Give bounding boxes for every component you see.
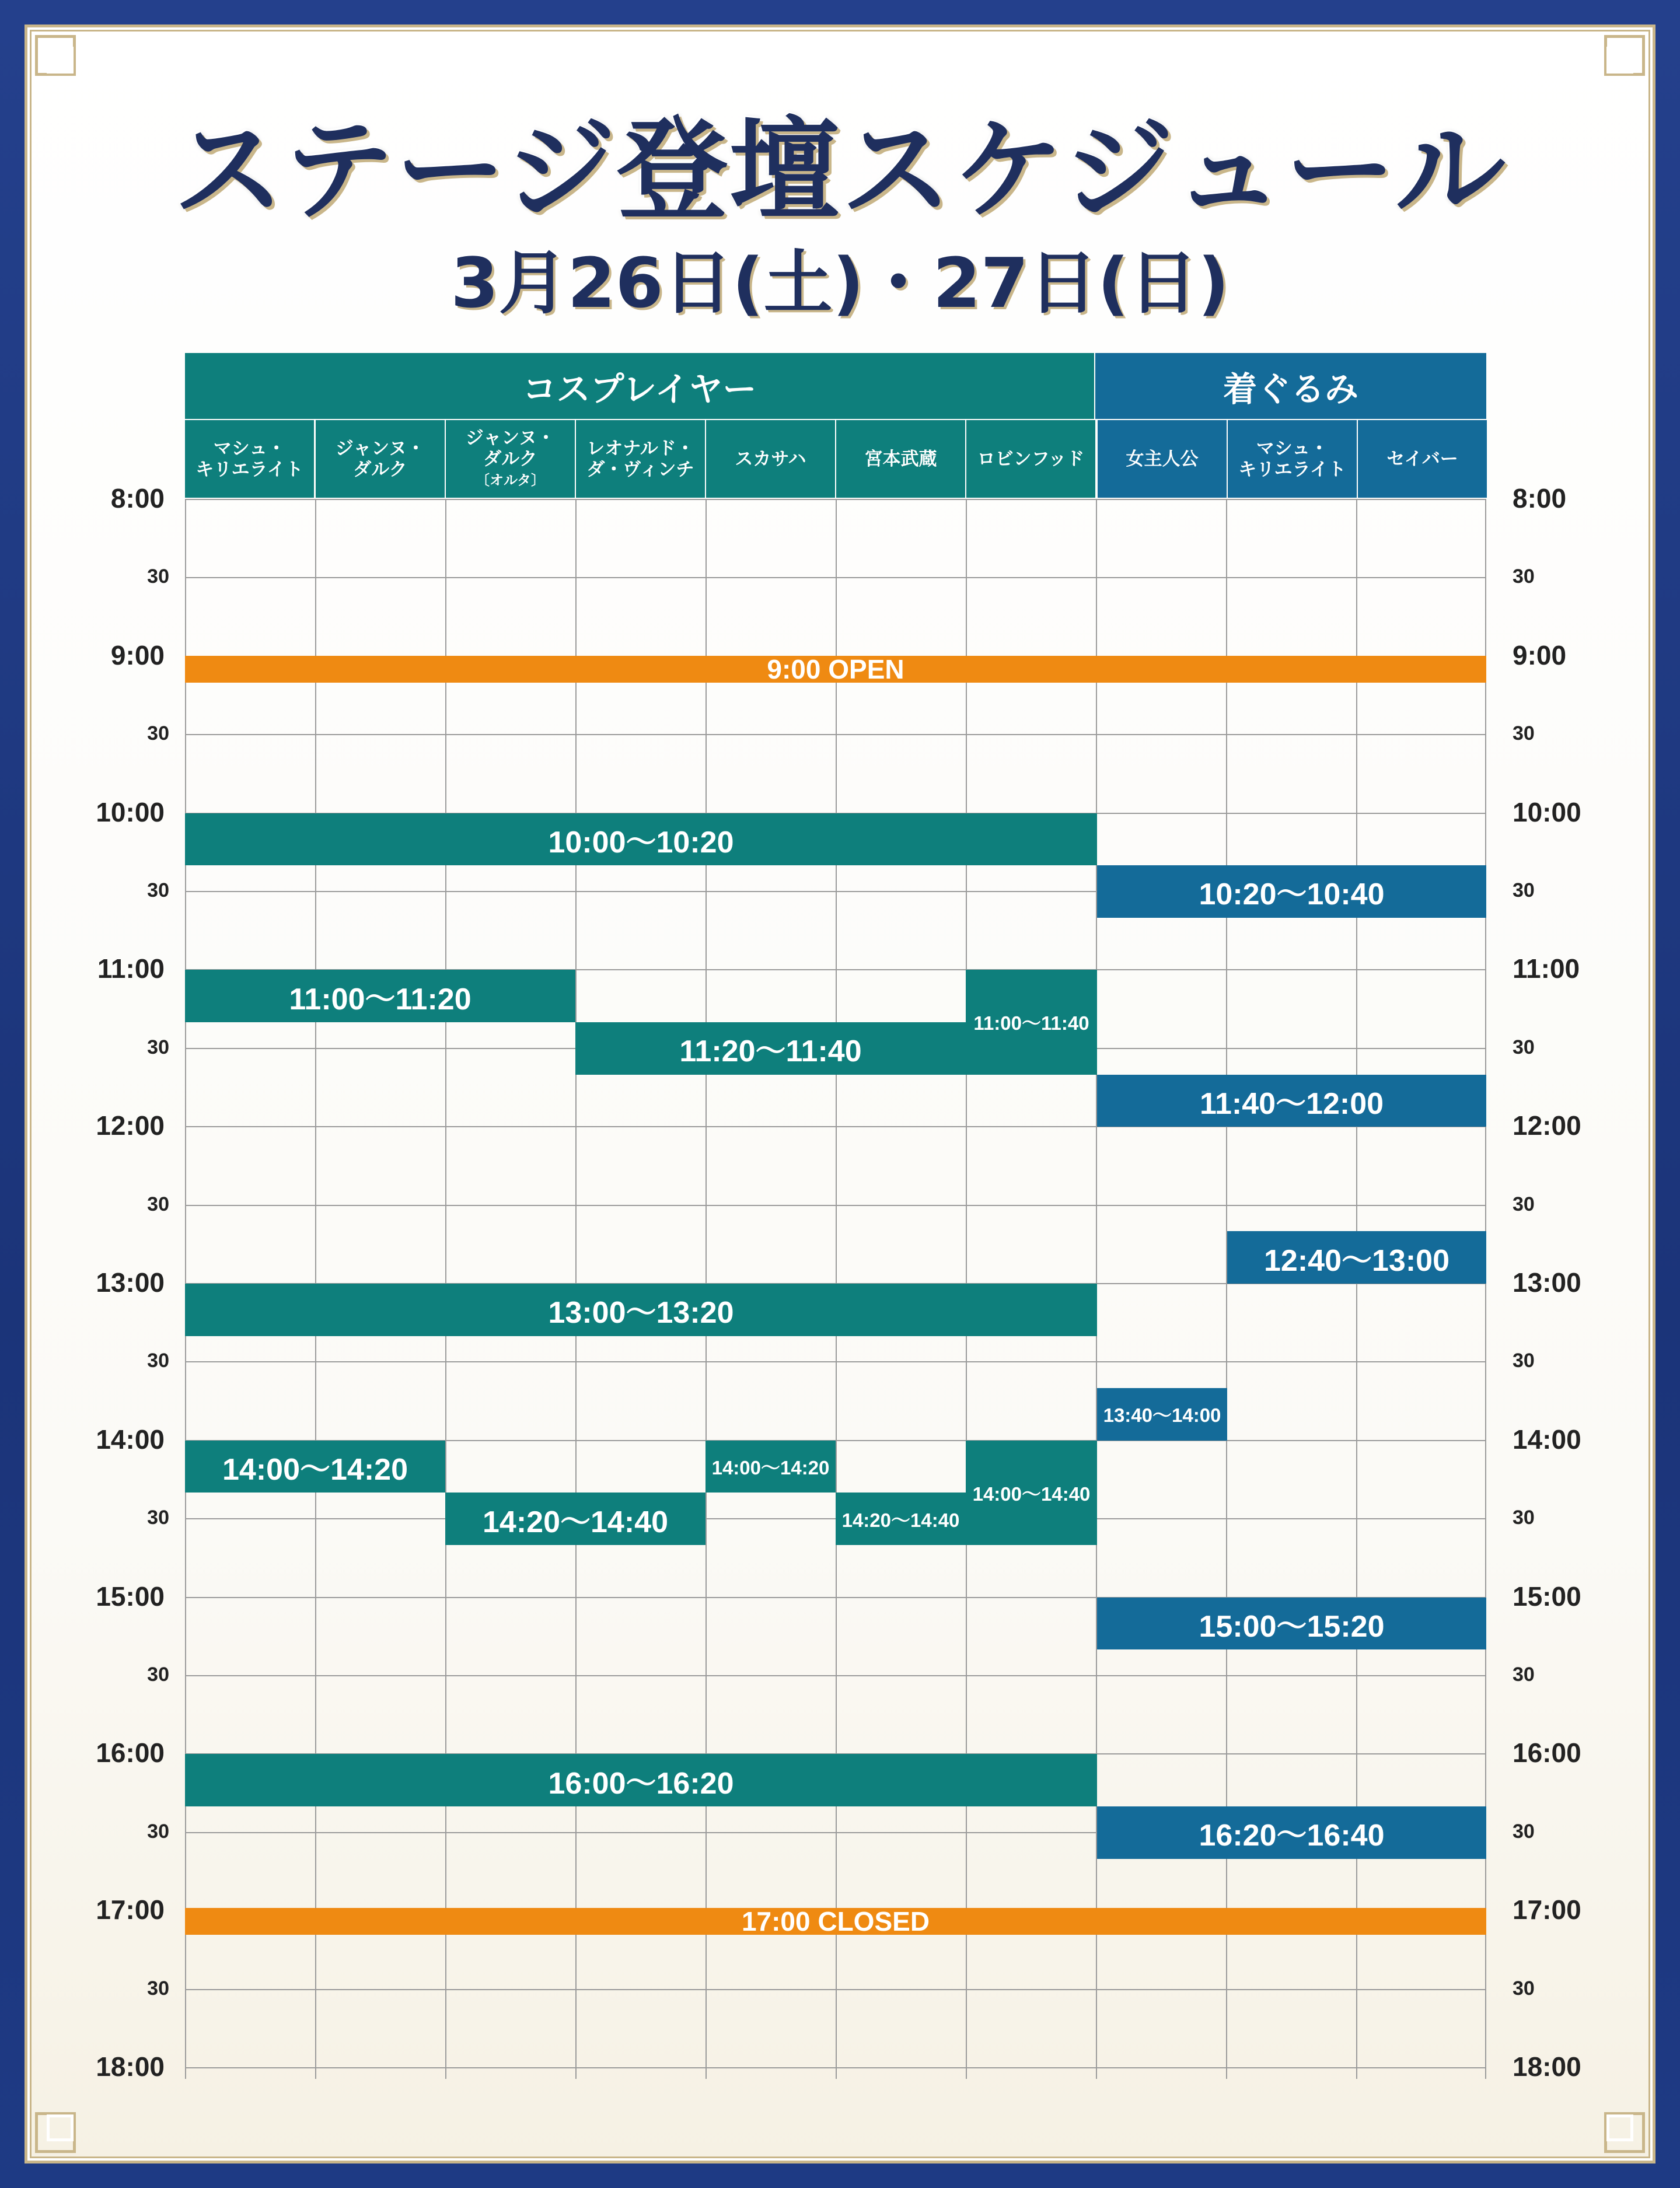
column-header-label: レオナルド・ ダ・ヴィンチ <box>586 438 694 480</box>
time-label-right: 10:00 <box>1513 796 1581 827</box>
column-header <box>836 420 965 498</box>
time-label-right: 9:00 <box>1513 639 1567 670</box>
column-header-label: 宮本武蔵 <box>864 448 937 470</box>
corner-ornament <box>27 2097 91 2161</box>
column-header-label: スカサハ <box>735 448 806 470</box>
schedule-block: 11:00〜11:40 <box>966 970 1097 1074</box>
time-label-left: 17:00 <box>96 1895 165 1925</box>
time-label-left: 11:00 <box>97 953 165 984</box>
time-label-right: 30 <box>1513 1193 1535 1215</box>
schedule-block: 12:40〜13:00 <box>1227 1231 1486 1284</box>
time-label-left: 18:00 <box>96 2051 165 2082</box>
schedule-block: 14:00〜14:20 <box>705 1441 836 1493</box>
time-label-right: 11:00 <box>1513 953 1580 984</box>
time-label-right: 16:00 <box>1513 1738 1581 1768</box>
column-header <box>576 420 705 498</box>
time-label-left: 10:00 <box>96 796 165 827</box>
time-label-right: 30 <box>1513 1663 1535 1686</box>
schedule-block: 10:00〜10:20 <box>185 813 1097 866</box>
column-header-label: ロビンフッド <box>977 448 1085 470</box>
time-label-right: 30 <box>1513 565 1535 588</box>
time-label-right: 15:00 <box>1513 1581 1581 1612</box>
time-label-left: 30 <box>147 879 169 901</box>
time-label-left: 16:00 <box>96 1738 165 1768</box>
time-label-right: 13:00 <box>1513 1267 1581 1298</box>
column-header-label: 女主人公 <box>1126 448 1199 470</box>
grid-row-line <box>185 734 1486 735</box>
schedule-block: 15:00〜15:20 <box>1097 1598 1486 1650</box>
open-bar: 9:00 OPEN <box>185 656 1486 683</box>
time-label-left: 30 <box>147 722 169 745</box>
time-label-left: 30 <box>147 1507 169 1529</box>
column-header <box>1358 420 1487 498</box>
time-label-right: 30 <box>1513 1977 1535 2000</box>
grid-row-line <box>185 1675 1486 1676</box>
time-label-left: 9:00 <box>110 639 165 670</box>
schedule-block: 16:20〜16:40 <box>1097 1806 1486 1859</box>
column-header <box>706 420 835 498</box>
time-label-right: 30 <box>1513 1036 1535 1058</box>
column-header-label: ジャンヌ・ ダルク 〔オルタ〕 <box>466 428 555 491</box>
column-header-label: ジャンヌ・ ダルク <box>335 438 425 480</box>
time-label-right: 30 <box>1513 1507 1535 1529</box>
schedule-block: 11:20〜11:40 <box>575 1022 966 1075</box>
schedule-block: 11:00〜11:20 <box>185 970 575 1022</box>
closed-bar: 17:00 CLOSED <box>185 1908 1486 1935</box>
grid-row-line <box>185 2067 1486 2068</box>
time-label-right: 30 <box>1513 722 1535 745</box>
grid-row-line <box>185 1989 1486 1990</box>
column-header <box>1098 420 1227 498</box>
corner-ornament <box>1589 2097 1653 2161</box>
grid-row-line <box>185 1361 1486 1362</box>
schedule-block: 14:00〜14:40 <box>966 1441 1097 1545</box>
column-header <box>966 420 1095 498</box>
grid-row-line <box>185 1205 1486 1206</box>
schedule-block: 14:20〜14:40 <box>445 1493 705 1545</box>
time-label-right: 30 <box>1513 1350 1535 1372</box>
event-dates: 3月26日(土)・27日(日) <box>450 243 1230 323</box>
time-label-left: 8:00 <box>110 483 165 513</box>
group-header-kigurumi: 着ぐるみ <box>1095 353 1486 419</box>
schedule-block: 10:20〜10:40 <box>1097 865 1486 918</box>
schedule-block: 11:40〜12:00 <box>1097 1075 1486 1127</box>
time-label-left: 30 <box>147 1663 169 1686</box>
time-label-right: 30 <box>1513 1820 1535 1843</box>
time-label-left: 30 <box>147 1820 169 1843</box>
time-label-left: 30 <box>147 565 169 588</box>
time-label-left: 13:00 <box>96 1267 165 1298</box>
group-header-cosplayer: コスプレイヤー <box>185 353 1094 419</box>
time-label-left: 30 <box>147 1977 169 2000</box>
time-label-right: 17:00 <box>1513 1895 1581 1925</box>
time-label-left: 30 <box>147 1193 169 1215</box>
schedule-block: 13:40〜14:00 <box>1097 1388 1227 1441</box>
schedule-block: 13:00〜13:20 <box>185 1284 1097 1336</box>
time-label-left: 14:00 <box>96 1424 165 1455</box>
column-header-label: マシュ・ キリエライト <box>1238 438 1346 480</box>
time-label-right: 12:00 <box>1513 1110 1581 1141</box>
schedule-block: 14:00〜14:20 <box>185 1441 445 1493</box>
column-header <box>446 420 575 498</box>
time-label-left: 12:00 <box>96 1110 165 1141</box>
time-label-left: 15:00 <box>96 1581 165 1612</box>
time-label-right: 8:00 <box>1513 483 1567 513</box>
grid-row-line <box>185 499 1486 500</box>
column-header <box>185 420 314 498</box>
column-header <box>1228 420 1357 498</box>
time-label-left: 30 <box>147 1036 169 1058</box>
page-title: ステージ登壇スケジュール <box>173 106 1507 235</box>
time-label-right: 30 <box>1513 879 1535 901</box>
time-label-right: 18:00 <box>1513 2051 1581 2082</box>
column-header <box>316 420 445 498</box>
schedule-block: 14:20〜14:40 <box>836 1493 966 1545</box>
column-header-label: マシュ・ キリエライト <box>195 438 303 480</box>
column-header-sublabel: 〔オルタ〕 <box>475 471 546 488</box>
schedule-block: 16:00〜16:20 <box>185 1754 1097 1806</box>
time-label-right: 14:00 <box>1513 1424 1581 1455</box>
column-header-label: セイバー <box>1386 448 1458 470</box>
time-label-left: 30 <box>147 1350 169 1372</box>
grid-row-line <box>185 577 1486 578</box>
